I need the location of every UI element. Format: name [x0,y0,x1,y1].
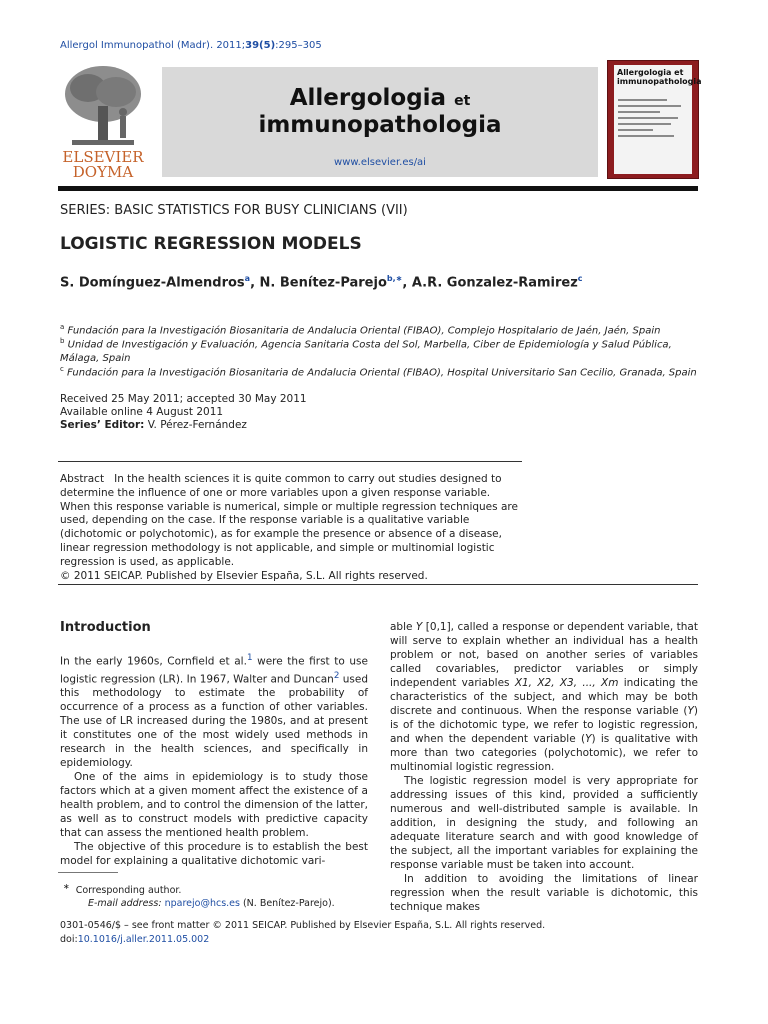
author-list: S. Domínguez-Almendros$^a$, N. Benítez-Parejo$^{b,∗}$, A.R. Gonzalez-Ramirez$^c$ [60,274,583,291]
paragraph: One of the aims in epidemiology is to study those factors which at a given moment affect the existence of a health problem, and to control the dimension of the latter, as well as to construct models with predictive capacity that can assess the mentioned health problem. [60,771,368,839]
right-column [390,620,698,914]
reference-link[interactable]: 1 [246,653,253,663]
affiliation-a: $^a$ Fundación para la Investigación Biosanitaria de Andalucia Oriental (FIBAO), Complejo Hospitalario de Jaén, Jaén, Spain [60,323,661,337]
affiliation-c: $^c$ Fundación para la Investigación Biosanitaria de Andalucia Oriental (FIBAO), Hospital Universitario San Cecilio, Granada, Spain [60,365,697,379]
abstract-copyright: © 2011 SEICAP. Published by Elsevier España, S.L. All rights reserved. [60,569,428,582]
header-divider [58,186,698,191]
affiliation-b: $^b$ Unidad de Investigación y Evaluación, Agencia Sanitaria Costa del Sol, Marbella, Ciber de Epidemiología y Salud Pública, Málaga, Spain [60,337,672,365]
series-editor: Series’ Editor: V. Pérez-Fernández [60,419,247,431]
section-heading-introduction: Introduction [60,620,151,635]
author-affiliation-mark[interactable]: a [244,274,251,283]
publisher-name-line2: DOYMA [72,163,134,181]
journal-name-et: et [454,93,471,109]
cover-title: Allergologia et immunopathologia [617,68,702,86]
article-title: LOGISTIC REGRESSION MODELS [60,234,362,254]
paragraph: In the early 1960s, Cornfield et al.$^1$ were the first to use logistic regression (LR). In 1967, Walter and Duncan$^2$ used this methodology to estimate the probability of occurrence of a process as a function of other variables. The use of LR increased during the 1980s, and at present it constitutes one of the most widely used methods in research in the health sciences, and specifically in epidemiology. [60,653,368,769]
author-name: N. Benítez-Parejo [259,275,387,291]
footnote-rule [58,872,118,873]
left-column [60,651,368,868]
email-link[interactable]: nparejo@hcs.es [164,898,240,910]
author-name: S. Domínguez-Almendros [60,275,245,291]
journal-cover-thumbnail [607,60,702,179]
citation-pages: :295–305 [275,40,322,51]
abstract-top-rule [58,461,522,462]
elsevier-logo [58,62,148,180]
article-dates [60,393,307,432]
issn-line: 0301-0546/$ – see front matter © 2011 SEICAP. Published by Elsevier España, S.L. All rights reserved. [60,920,546,931]
journal-url-link[interactable]: www.elsevier.es/ai [334,157,426,168]
corresponding-author-footnote: ∗ Corresponding author. E-mail address: nparejo@hcs.es (N. Benítez-Parejo). [63,882,335,910]
abstract-bottom-rule [58,584,698,585]
publisher-name-line1: ELSEVIER [62,148,144,166]
series-label: SERIES: BASIC STATISTICS FOR BUSY CLINICIANS (VII) [60,203,408,218]
author-affiliation-mark[interactable]: c [577,274,583,283]
reference-link[interactable]: 2 [333,670,340,681]
citation-journal: Allergol Immunopathol (Madr). 2011; [60,40,246,51]
available-date: Available online 4 August 2011 [60,406,224,418]
journal-header [162,67,598,177]
tree-logo-icon [58,62,148,148]
page-footer [60,919,545,947]
author-name: A.R. Gonzalez-Ramirez [411,275,578,291]
doi-line: doi:10.1016/j.aller.2011.05.002 [60,934,210,945]
paragraph: able Y [0,1], called a response or dependent variable, that will serve to explain whether an individual has a health problem or not, based on another series of variables called covariables, predictor variables or simply independent variables X1, X2, X3, ..., Xm indicating the characteristics of the subject, and which may be both discrete and continuous. When the response variable (Y) is of the dichotomic type, we refer to logistic regression, and when the dependent variable (Y) is qualitative with more than two categories (polychotomic), we refer to multinomial logistic regression. [390,621,698,773]
received-date: Received 25 May 2011; accepted 30 May 2011 [60,393,307,405]
variable-list: X1, X2, X3, ..., Xm [514,677,619,689]
doi-link[interactable]: 10.1016/j.aller.2011.05.002 [77,934,210,945]
journal-name-part2: immunopathologia [258,112,502,138]
author-affiliation-mark[interactable]: b,∗ [386,274,403,283]
citation-volume: 39(5) [245,40,276,51]
abstract-block [60,473,522,583]
journal-name-part1: Allergologia [289,85,447,111]
abstract-label: Abstract [60,473,105,485]
paragraph: In addition to avoiding the limitations of linear regression when the result variable is dichotomic, this technique makes [390,873,698,913]
journal-citation[interactable] [60,40,322,51]
abstract-text: In the health sciences it is quite common to carry out studies designed to determine the influence of one or more variables upon a given response variable. When this response variable is numerical, simple or multiple regression techniques are used, depending on the case. If the response variable is a qualitative variable (dichotomic or polychotomic), as for example the presence or absence of a disease, linear regression methodology is not applicable, and simple or multinomial logistic regression is used, as applicable. [60,473,518,568]
paragraph: The logistic regression model is very appropriate for addressing issues of this kind, provided a sufficiently numerous and well-distributed sample is available. In addition, in designing the study, and following an adequate literature search and with good knowledge of the subject, all the important variables for explaining the response variable must be taken into account. [390,775,698,871]
journal-name-line1 [162,85,598,111]
paragraph: The objective of this procedure is to establish the best model for explaining a qualitative dichotomic vari- [60,841,368,867]
